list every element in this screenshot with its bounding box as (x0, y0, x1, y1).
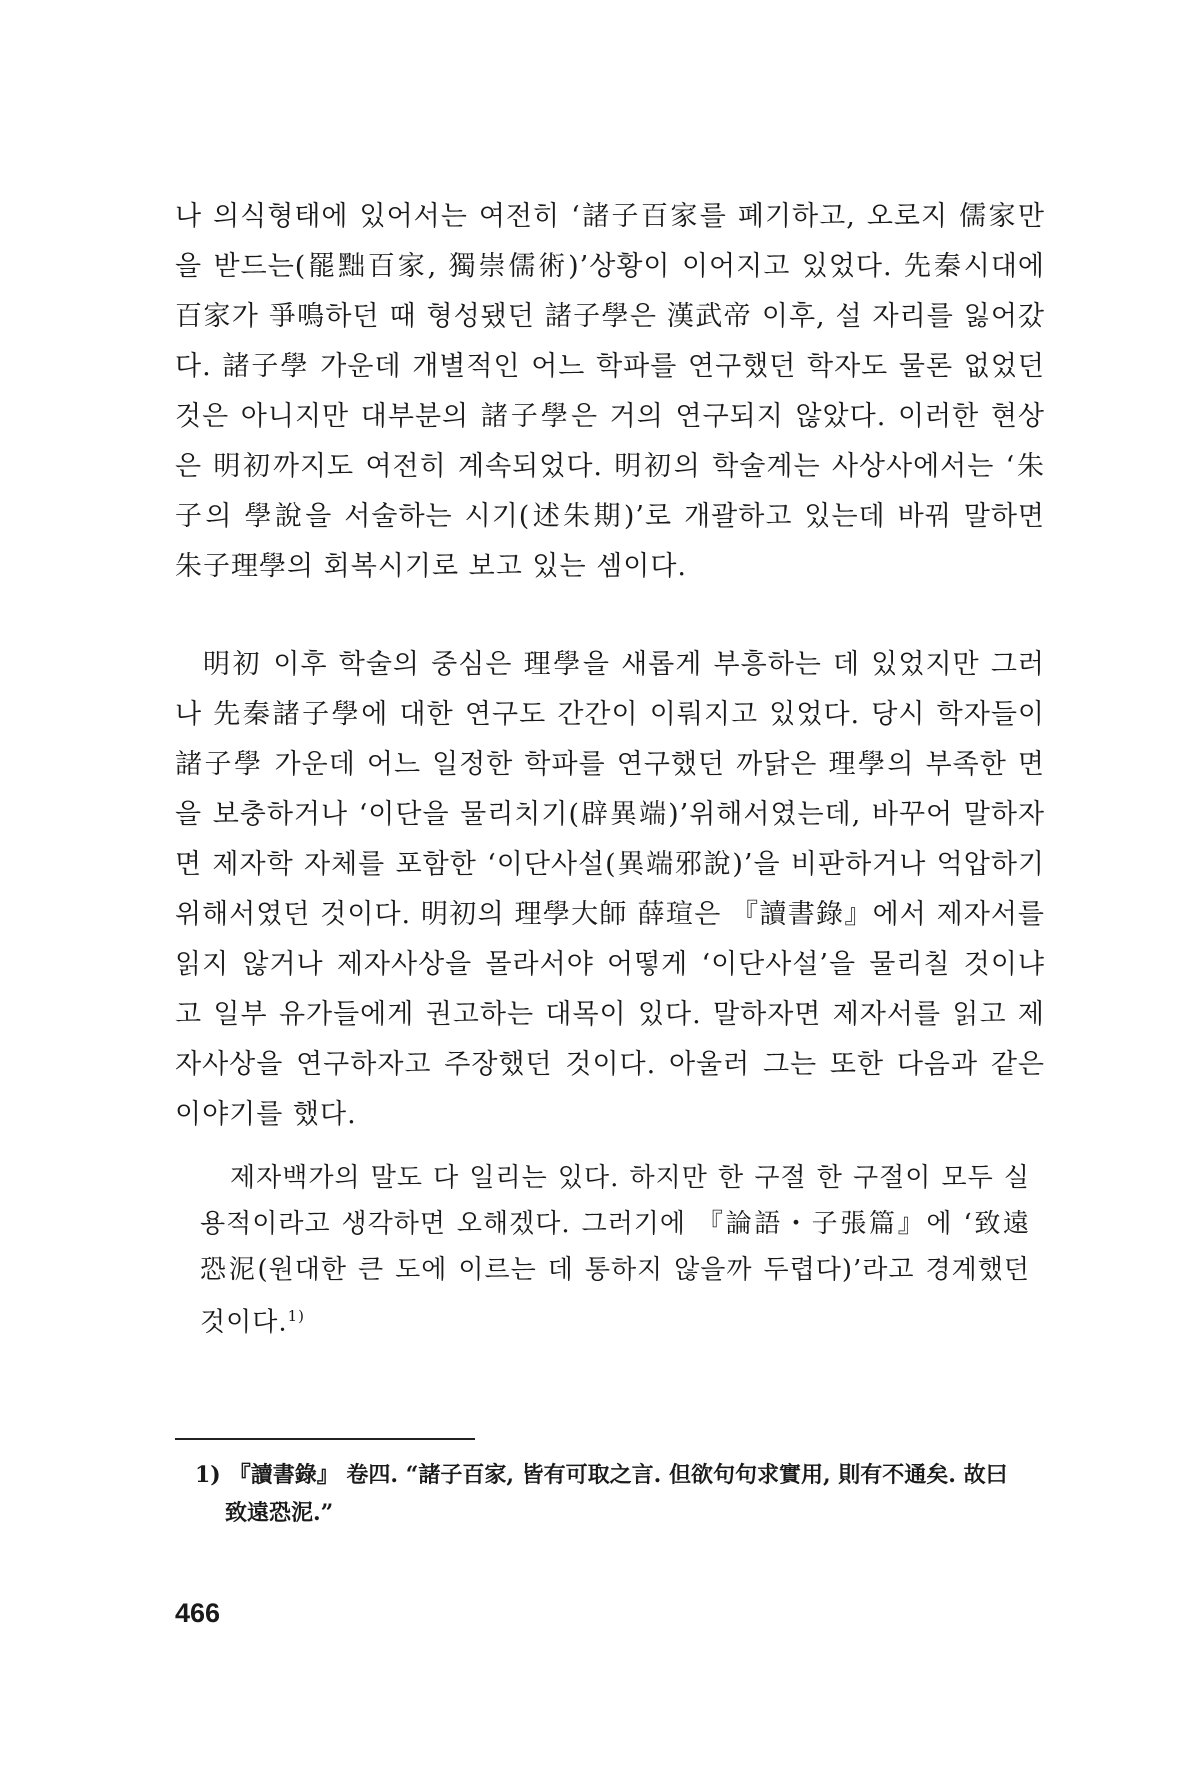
footnote-line-2: 致遠恐泥.” (225, 1500, 334, 1526)
block-quote (200, 1155, 1030, 1346)
body-paragraph-2 (175, 640, 1045, 1140)
footnote (195, 1456, 1045, 1532)
page-number: 466 (175, 1598, 221, 1628)
footnote-number: 1) (195, 1462, 221, 1488)
paragraph-text: 나 의식형태에 있어서는 여전히 ‘諸子百家를 폐기하고, 오로지 儒家만을 받드는(罷黜百家, 獨崇儒術)’상황이 이어지고 있었다. 先秦시대에 百家가 爭鳴하던 때 형성됐던 諸子學은 漢武帝 이후, 설 자리를 잃어갔다. 諸子學 가운데 개별적인 어느 학파를 연구했던 학자도 물론 없었던 것은 아니지만 대부분의 諸子學은 거의 연구되지 않았다. 이러한 현상은 明初까지도 여전히 계속되었다. 明初의 학술계는 사상사에서는 ‘朱子의 學說을 서술하는 시기(述朱期)’로 개괄하고 있는데 바꿔 말하면 朱子理學의 회복시기로 보고 있는 셈이다. (175, 201, 1045, 582)
body-paragraph-1 (175, 192, 1045, 592)
footnote-marker: 1) (287, 1307, 306, 1325)
paragraph-text: 明初 이후 학술의 중심은 理學을 새롭게 부흥하는 데 있었지만 그러나 先秦諸子學에 대한 연구도 간간이 이뤄지고 있었다. 당시 학자들이 諸子學 가운데 어느 일정한 학파를 연구했던 까닭은 理學의 부족한 면을 보충하거나 ‘이단을 물리치기(辟異端)’위해서였는데, 바꾸어 말하자면 제자학 자체를 포함한 ‘이단사설(異端邪說)’을 비판하거나 억압하기 위해서였던 것이다. 明初의 理學大師 薛瑄은 『讀書錄』에서 제자서를 읽지 않거나 제자사상을 몰라서야 어떻게 ‘이단사설’을 물리칠 것이냐고 일부 유가들에게 권고하는 대목이 있다. 말하자면 제자서를 읽고 제자사상을 연구하자고 주장했던 것이다. 아울러 그는 또한 다음과 같은 이야기를 했다. (175, 649, 1045, 1130)
footnote-line-1: 『讀書錄』 卷四. “諸子百家, 皆有可取之言. 但欲句句求實用, 則有不通矣. 故曰 (228, 1462, 1008, 1488)
footnote-divider (175, 1438, 475, 1440)
quote-text: 제자백가의 말도 다 일리는 있다. 하지만 한 구절 한 구절이 모두 실용적이라고 생각하면 오해겠다. 그러기에 『論語・子張篇』에 ‘致遠恐泥(원대한 큰 도에 이르는 데 통하지 않을까 두렵다)’라고 경계했던 것이다. (200, 1163, 1030, 1338)
